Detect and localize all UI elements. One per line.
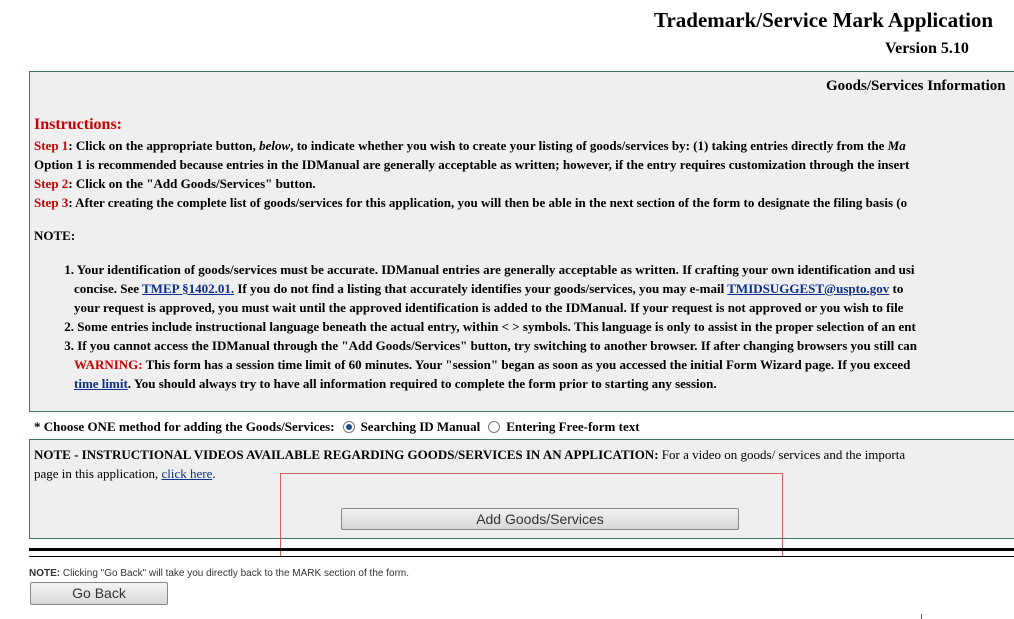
tmep-link[interactable]: TMEP §1402.01.	[142, 281, 235, 296]
option-line: Option 1 is recommended because entries in the IDManual are generally acceptable as written; however, if the entry requires customization through the insert	[34, 157, 910, 172]
warning-label: WARNING:	[74, 357, 143, 372]
video-note-line2-text: page in this application,	[34, 466, 162, 481]
step1-text-b: , to indicate whether you wish to create your listing of goods/services by: (1) taking entries directly from the	[290, 138, 888, 153]
step3-line	[34, 195, 907, 211]
footer-note-label: NOTE:	[29, 568, 61, 579]
video-note-text: For a video on goods/ services and the importa	[658, 447, 906, 462]
step1-label: Step 1	[34, 138, 69, 153]
method-label: * Choose ONE method for adding the Goods/Services:	[34, 419, 335, 434]
radio-free-form-text[interactable]	[488, 421, 500, 433]
step2-text: : Click on the "Add Goods/Services" button.	[68, 176, 316, 191]
note-item-1-number: 1.	[64, 262, 74, 277]
click-here-link[interactable]: click here	[161, 466, 213, 481]
video-note-line1	[34, 447, 905, 463]
go-back-button[interactable]: Go Back	[30, 582, 168, 605]
step1-line	[34, 138, 906, 154]
section-title: Goods/Services Information	[826, 78, 1006, 94]
divider-thin	[29, 556, 1014, 557]
note-item-3	[34, 338, 917, 354]
tmidsuggest-email-link[interactable]: TMIDSUGGEST@uspto.gov	[727, 281, 890, 296]
note-item-2	[34, 319, 916, 335]
step1-text-a: : Click on the appropriate button,	[68, 138, 260, 153]
step3-label: Step 3	[34, 195, 69, 210]
instructions-heading: Instructions:	[34, 116, 123, 133]
time-limit-link[interactable]: time limit	[74, 376, 128, 391]
video-note-line2	[34, 466, 216, 482]
note-item-3-text: If you cannot access the IDManual through the "Add Goods/Services" button, try switching to another browser. If after changing browsers you still can	[77, 338, 917, 353]
note-heading: NOTE:	[34, 228, 76, 243]
warning-text: This form has a session time limit of 60 minutes. Your "session" began as soon as you accessed the initial Form Wizard page. If you exceed	[142, 357, 911, 372]
note-item-2-number: 2.	[64, 319, 74, 334]
page-title: Trademark/Service Mark Application	[654, 8, 994, 32]
step3-text: : After creating the complete list of goods/services for this application, you will then be able in the next section of the form to designate the filing basis (o	[68, 195, 908, 210]
step1-text-c: Ma	[887, 138, 906, 153]
option-free-form-text[interactable]: Entering Free-form text	[506, 419, 640, 434]
warning-line2	[74, 376, 717, 392]
note-item-1-text2b: If you do not find a listing that accurately identifies your goods/services, you may e-mail	[234, 281, 728, 296]
note-item-1-line3: your request is approved, you must wait until the approved identification is added to the IDManual. If your request is not approved or you wish to file	[74, 300, 904, 315]
radio-searching-id-manual[interactable]	[343, 421, 355, 433]
step2-label: Step 2	[34, 176, 69, 191]
warning-text2: . You should always try to have all information required to complete the form prior to starting any session.	[127, 376, 717, 391]
note-item-3-number: 3.	[64, 338, 74, 353]
method-chooser	[34, 419, 640, 435]
video-note-end: .	[212, 466, 216, 481]
warning-line	[74, 357, 910, 373]
step2-line	[34, 176, 316, 192]
note-item-1-line1	[34, 262, 915, 278]
edge-mark	[921, 614, 922, 619]
note-item-1-text1: Your identification of goods/services must be accurate. IDManual entries are generally acceptable as written. If crafting your own identification and usi	[76, 262, 915, 277]
note-item-2-text: Some entries include instructional language beneath the actual entry, within < > symbols. This language is only to assist in the proper selection of an ent	[77, 319, 916, 334]
note-item-1-text2c: to	[889, 281, 904, 296]
divider-thick	[29, 548, 1014, 551]
step1-emphasis: below	[259, 138, 291, 153]
footer-note	[29, 568, 409, 579]
note-item-1-text2a: concise. See	[74, 281, 142, 296]
note-item-1-line2	[74, 281, 903, 297]
version-label: Version 5.10	[885, 40, 969, 57]
video-note-bold: NOTE - INSTRUCTIONAL VIDEOS AVAILABLE REGARDING GOODS/SERVICES IN AN APPLICATION:	[34, 447, 659, 462]
footer-note-text: Clicking "Go Back" will take you directly back to the MARK section of the form.	[60, 568, 410, 579]
add-goods-services-button[interactable]: Add Goods/Services	[341, 508, 739, 530]
option-searching-id-manual[interactable]: Searching ID Manual	[360, 419, 481, 434]
